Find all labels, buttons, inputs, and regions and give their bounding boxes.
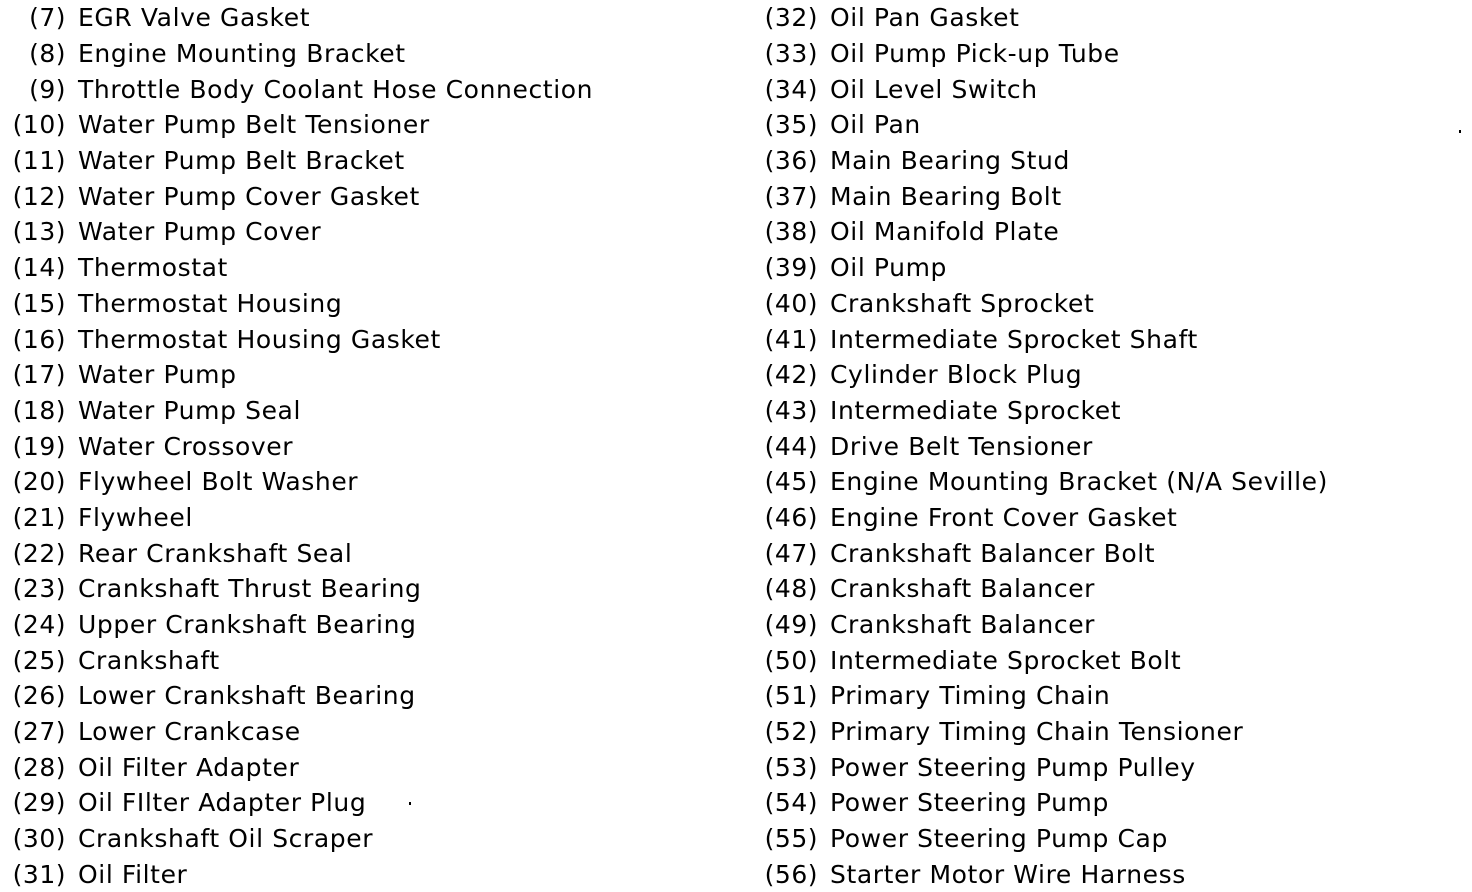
part-name: Crankshaft Balancer Bolt (830, 538, 1156, 568)
part-name: Oil Pan (830, 110, 921, 140)
part-name: Intermediate Sprocket Bolt (830, 645, 1182, 675)
part-number: (37) (764, 181, 818, 211)
list-item (0, 321, 700, 357)
list-item (752, 393, 1452, 429)
part-name: Intermediate Sprocket (830, 395, 1122, 425)
part-name: Cylinder Block Plug (830, 360, 1083, 390)
list-item (752, 607, 1452, 643)
part-number: (55) (764, 824, 818, 854)
list-item (0, 250, 700, 286)
list-item (0, 0, 700, 36)
part-name: Starter Motor Wire Harness (830, 859, 1186, 889)
part-number: (33) (764, 39, 818, 69)
part-name: Water Pump Cover (78, 217, 322, 247)
part-number: (35) (764, 110, 818, 140)
part-name: Crankshaft Oil Scraper (78, 824, 374, 854)
part-name: Main Bearing Bolt (830, 181, 1062, 211)
list-item (0, 571, 700, 607)
list-item (752, 464, 1452, 500)
list-item (0, 464, 700, 500)
part-number: (18) (12, 395, 66, 425)
list-item (0, 36, 700, 72)
part-name: Engine Mounting Bracket (N/A Seville) (830, 467, 1328, 497)
part-name: Crankshaft Balancer (830, 610, 1096, 640)
part-name: Crankshaft Balancer (830, 574, 1096, 604)
part-number: (41) (764, 324, 818, 354)
part-number: (17) (12, 360, 66, 390)
part-number: (39) (764, 253, 818, 283)
part-number: (19) (12, 431, 66, 461)
part-name: Thermostat Housing (78, 288, 343, 318)
part-name: Primary Timing Chain Tensioner (830, 717, 1244, 747)
list-item (0, 143, 700, 179)
part-name: Oil Level Switch (830, 74, 1038, 104)
parts-list-right-column (752, 0, 1452, 892)
list-item (752, 821, 1452, 857)
list-item (752, 571, 1452, 607)
part-number: (31) (12, 859, 66, 889)
list-item (0, 642, 700, 678)
part-number: (13) (12, 217, 66, 247)
list-item (0, 107, 700, 143)
part-name: Water Pump Belt Tensioner (78, 110, 430, 140)
list-item (0, 857, 700, 892)
part-name: EGR Valve Gasket (78, 3, 311, 33)
part-name: Water Crossover (78, 431, 294, 461)
part-name: Water Pump Belt Bracket (78, 146, 405, 176)
part-name: Crankshaft Thrust Bearing (78, 574, 422, 604)
part-number: (43) (764, 395, 818, 425)
part-name: Flywheel (78, 502, 193, 532)
part-name: Oil Filter (78, 859, 188, 889)
list-item (0, 607, 700, 643)
part-name: Rear Crankshaft Seal (78, 538, 353, 568)
list-item (752, 214, 1452, 250)
part-number: (51) (764, 681, 818, 711)
part-name: Power Steering Pump Cap (830, 824, 1168, 854)
part-name: Thermostat Housing Gasket (78, 324, 441, 354)
part-number: (28) (12, 752, 66, 782)
part-number: (56) (764, 859, 818, 889)
part-number: (52) (764, 717, 818, 747)
part-number: (14) (12, 253, 66, 283)
part-number: (15) (12, 288, 66, 318)
list-item (752, 785, 1452, 821)
part-number: (38) (764, 217, 818, 247)
part-name: Flywheel Bolt Washer (78, 467, 359, 497)
part-number: (44) (764, 431, 818, 461)
part-name: Lower Crankcase (78, 717, 301, 747)
part-name: Oil Manifold Plate (830, 217, 1060, 247)
part-number: (26) (12, 681, 66, 711)
parts-list-left-column (0, 0, 700, 892)
part-number: (11) (12, 146, 66, 176)
part-name: Engine Mounting Bracket (78, 39, 406, 69)
part-name: Water Pump Seal (78, 395, 302, 425)
part-number: (7) (29, 3, 66, 33)
list-item (752, 500, 1452, 536)
part-number: (12) (12, 181, 66, 211)
part-name: Power Steering Pump (830, 788, 1109, 818)
part-number: (36) (764, 146, 818, 176)
list-item (0, 749, 700, 785)
list-item (0, 214, 700, 250)
part-number: (29) (12, 788, 66, 818)
list-item (752, 714, 1452, 750)
list-item (752, 0, 1452, 36)
list-item (752, 250, 1452, 286)
part-number: (48) (764, 574, 818, 604)
list-item (0, 785, 700, 821)
part-name: Oil Pan Gasket (830, 3, 1020, 33)
part-number: (40) (764, 288, 818, 318)
part-number: (27) (12, 717, 66, 747)
scan-speck (409, 802, 411, 805)
list-item (752, 678, 1452, 714)
part-name: Water Pump (78, 360, 237, 390)
list-item (0, 71, 700, 107)
part-number: (20) (12, 467, 66, 497)
part-name: Engine Front Cover Gasket (830, 502, 1178, 532)
part-number: (42) (764, 360, 818, 390)
part-name: Intermediate Sprocket Shaft (830, 324, 1198, 354)
part-name: Oil Filter Adapter (78, 752, 300, 782)
part-number: (46) (764, 502, 818, 532)
list-item (752, 178, 1452, 214)
list-item (0, 821, 700, 857)
part-name: Oil Pump (830, 253, 948, 283)
list-item (0, 678, 700, 714)
list-item (0, 357, 700, 393)
part-name: Crankshaft Sprocket (830, 288, 1095, 318)
list-item (752, 428, 1452, 464)
list-item (0, 535, 700, 571)
list-item (0, 500, 700, 536)
list-item (752, 535, 1452, 571)
list-item (752, 642, 1452, 678)
list-item (0, 428, 700, 464)
list-item (0, 714, 700, 750)
list-item (0, 286, 700, 322)
part-name: Oil Pump Pick-up Tube (830, 39, 1120, 69)
part-name: Throttle Body Coolant Hose Connection (78, 74, 594, 104)
part-name: Drive Belt Tensioner (830, 431, 1093, 461)
part-name: Primary Timing Chain (830, 681, 1111, 711)
part-number: (9) (29, 74, 66, 104)
part-number: (24) (12, 610, 66, 640)
scan-speck (1459, 130, 1461, 133)
part-name: Lower Crankshaft Bearing (78, 681, 416, 711)
list-item (752, 107, 1452, 143)
part-name: Main Bearing Stud (830, 146, 1070, 176)
part-number: (16) (12, 324, 66, 354)
list-item (752, 749, 1452, 785)
list-item (752, 71, 1452, 107)
part-number: (34) (764, 74, 818, 104)
part-number: (49) (764, 610, 818, 640)
part-name: Upper Crankshaft Bearing (78, 610, 417, 640)
part-number: (45) (764, 467, 818, 497)
part-number: (53) (764, 752, 818, 782)
part-name: Oil FIlter Adapter Plug (78, 788, 367, 818)
part-number: (22) (12, 538, 66, 568)
part-number: (25) (12, 645, 66, 675)
part-number: (47) (764, 538, 818, 568)
part-number: (50) (764, 645, 818, 675)
part-name: Thermostat (78, 253, 228, 283)
list-item (752, 857, 1452, 892)
part-name: Crankshaft (78, 645, 220, 675)
list-item (752, 321, 1452, 357)
part-number: (30) (12, 824, 66, 854)
part-name: Power Steering Pump Pulley (830, 752, 1196, 782)
list-item (752, 286, 1452, 322)
part-number: (32) (764, 3, 818, 33)
list-item (0, 393, 700, 429)
part-number: (10) (12, 110, 66, 140)
part-number: (8) (29, 39, 66, 69)
list-item (752, 143, 1452, 179)
part-name: Water Pump Cover Gasket (78, 181, 420, 211)
list-item (752, 357, 1452, 393)
list-item (752, 36, 1452, 72)
part-number: (23) (12, 574, 66, 604)
part-number: (54) (764, 788, 818, 818)
list-item (0, 178, 700, 214)
part-number: (21) (12, 502, 66, 532)
